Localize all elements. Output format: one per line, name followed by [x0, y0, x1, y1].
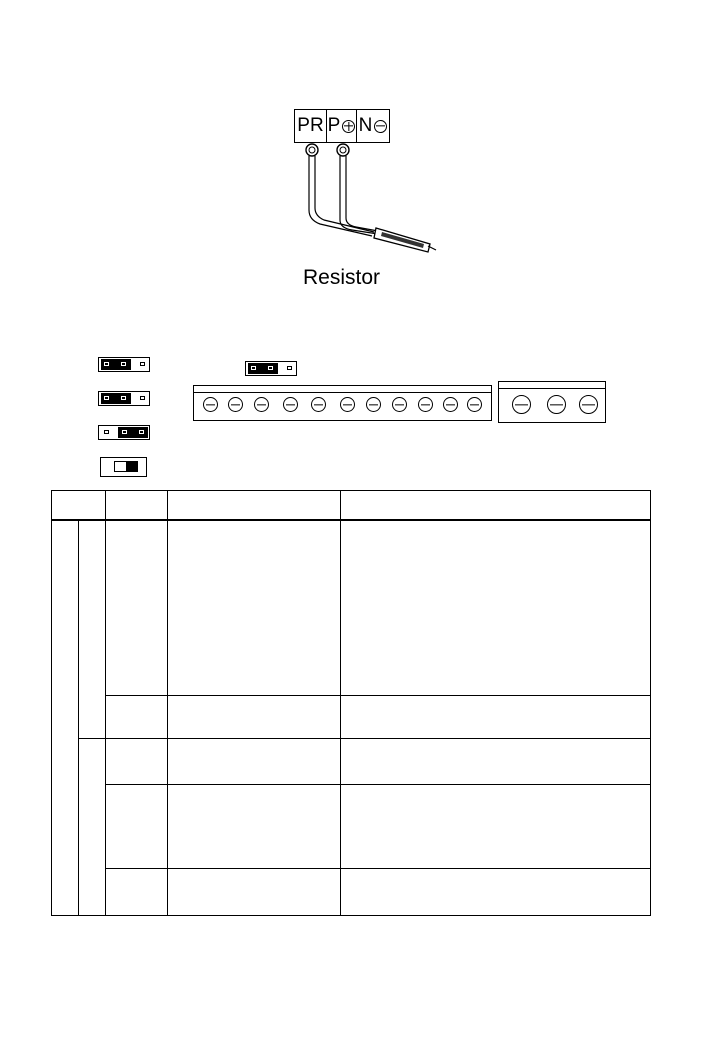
terminal-n-label: N: [358, 115, 373, 136]
table-row: [105, 868, 650, 869]
screw-icon: [512, 395, 531, 414]
terminal-pr: [295, 110, 327, 142]
table-row: [78, 738, 650, 739]
screw-icon: [283, 397, 298, 412]
screw-icon: [418, 397, 433, 412]
screw-icon: [366, 397, 381, 412]
jumper-icon: [98, 391, 150, 406]
screw-icon: [467, 397, 482, 412]
screw-icon: [392, 397, 407, 412]
terminal-function-table: [51, 490, 651, 916]
screw-icon: [340, 397, 355, 412]
plus-circle-icon: [342, 120, 355, 133]
screw-icon: [579, 395, 598, 414]
screw-icon: [228, 397, 243, 412]
resistor-label: Resistor: [303, 266, 381, 289]
jumper-icon: [98, 425, 150, 440]
terminal-block-label: [294, 109, 390, 143]
table-header-divider: [52, 519, 650, 521]
jumper-icon: [245, 361, 297, 376]
screw-icon: [254, 397, 269, 412]
relay-terminal-strip: [498, 381, 606, 423]
terminal-p-label: P: [327, 115, 341, 136]
control-terminal-strip: [193, 385, 492, 421]
terminal-pr-label: PR: [297, 115, 324, 136]
table-row: [105, 784, 650, 785]
screw-icon: [203, 397, 218, 412]
screw-icon: [443, 397, 458, 412]
screw-icon: [547, 395, 566, 414]
terminal-n: [357, 110, 389, 142]
jumper-icon: [98, 357, 150, 372]
dip-switch-icon: [100, 457, 147, 477]
minus-circle-icon: [374, 120, 387, 133]
terminal-p: [327, 110, 357, 142]
screw-icon: [311, 397, 326, 412]
table-row: [105, 695, 650, 696]
resistor-wiring-illustration: [290, 140, 440, 265]
